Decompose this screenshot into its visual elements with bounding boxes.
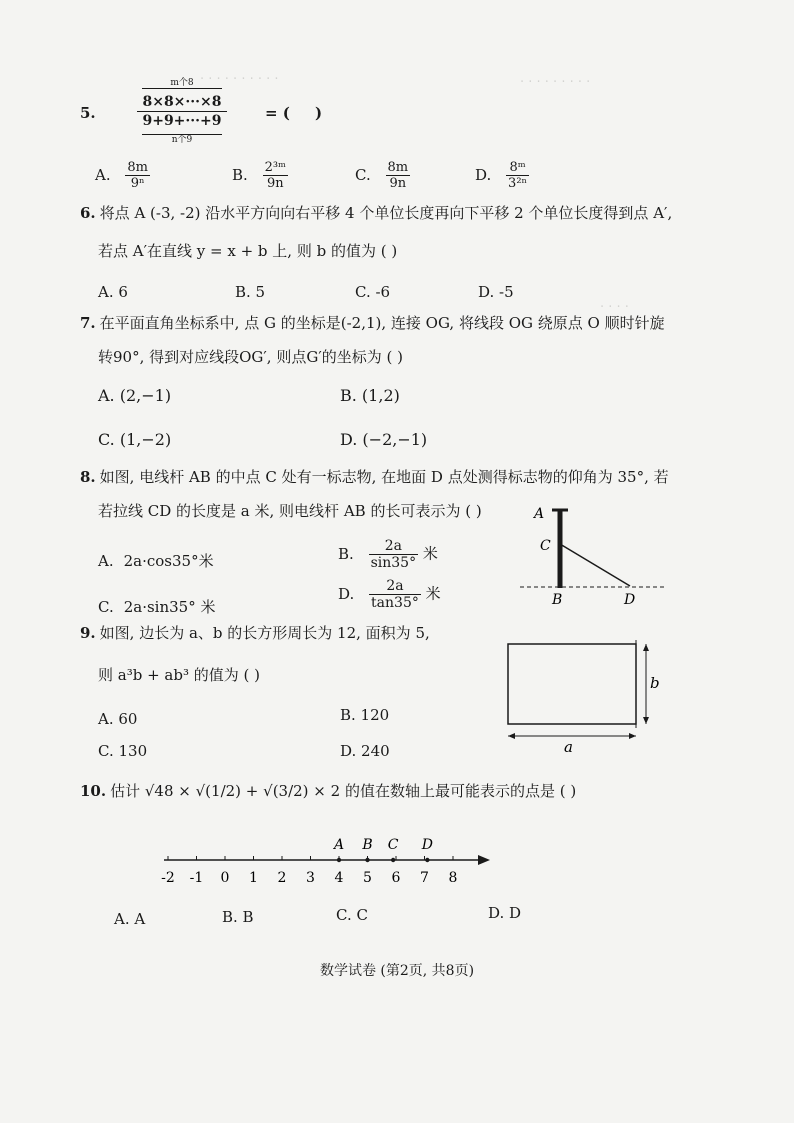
option-letter: A.: [98, 552, 114, 570]
question-text-line2: 转90°, 得到对应线段OG′, 则点G′的坐标为 ( ): [98, 348, 403, 366]
question-text-line1: 估计 √48 × √(1/2) + √(3/2) × 2 的值在数轴上最可能表示的点是 ( ): [110, 782, 577, 800]
close-paren: ): [315, 104, 323, 122]
axis-tick-label: -1: [189, 870, 204, 886]
axis-points: [332, 837, 433, 862]
option-letter: D.: [338, 584, 355, 603]
label-c: C: [540, 538, 551, 554]
option-letter: A.: [95, 165, 111, 184]
question-6: [80, 202, 672, 224]
question-number: 9.: [80, 624, 96, 642]
fraction: [263, 160, 288, 191]
fraction: [369, 538, 419, 571]
question-number: 8.: [80, 468, 96, 486]
fraction-numerator: 8m: [127, 160, 148, 175]
question-number: 7.: [80, 314, 96, 332]
q8-option-b[interactable]: [338, 538, 438, 571]
q8-option-a[interactable]: [98, 550, 214, 571]
axis-tick-label: 3: [306, 870, 315, 886]
option-letter: C.: [355, 165, 371, 184]
question-text-line1: 将点 A (-3, -2) 沿水平方向向右平移 4 个单位长度再向下平移 2 个单位长度得到点 A′,: [99, 204, 673, 222]
option-text: 2a·cos35°米: [123, 552, 214, 570]
fraction-numerator: 2a: [369, 578, 421, 595]
fraction-numerator: 8m: [387, 160, 409, 175]
axis-tick-label: 7: [420, 870, 429, 886]
axis-tick-label: 6: [391, 870, 401, 886]
option-letter: C.: [98, 598, 114, 616]
q9-option-d[interactable]: D. 240: [340, 742, 390, 760]
question-9: [80, 622, 430, 644]
q6-option-c[interactable]: C. -6: [355, 283, 391, 301]
option-unit: 米: [422, 544, 438, 563]
question-text-line1: 在平面直角坐标系中, 点 G 的坐标是(-2,1), 连接 OG, 将线段 OG 绕原点 O 顺时针旋: [99, 314, 665, 332]
question-number: 6.: [80, 204, 96, 222]
q10-option-d[interactable]: D. D: [488, 904, 522, 922]
axis-arrow: [478, 855, 490, 865]
fraction-numerator: 8ᵐ: [506, 160, 529, 176]
label-a: A: [534, 506, 545, 522]
axis-point-label: C: [387, 837, 399, 853]
denominator-expression: 9+9+···+9: [142, 113, 222, 129]
fraction: [386, 160, 411, 191]
fraction-denominator: 9ⁿ: [130, 176, 145, 191]
bleed-through-text: · · · · · · · · · ·: [200, 72, 279, 87]
question-text-line2: 则 a³b + ab³ 的值为 ( ): [98, 666, 260, 684]
q9-option-c[interactable]: C. 130: [98, 742, 148, 760]
question-text-line2: 若拉线 CD 的长度是 a 米, 则电线杆 AB 的长可表示为 ( ): [98, 502, 482, 520]
question-text-line1: 如图, 边长为 a、b 的长方形周长为 12, 面积为 5,: [99, 624, 430, 642]
q5-option-c[interactable]: [355, 160, 410, 191]
question-7: [80, 312, 665, 334]
q7-option-a[interactable]: A. (2,−1): [98, 386, 172, 405]
q10-option-b[interactable]: B. B: [222, 908, 254, 926]
bleed-through-text: · · · · · · · · ·: [520, 75, 591, 90]
q7-option-d[interactable]: D. (−2,−1): [340, 430, 428, 449]
fraction-denominator: 9n: [389, 176, 407, 191]
axis-tick-label: 4: [334, 870, 344, 886]
rectangle-figure: [500, 636, 670, 754]
fraction-denominator: 3²ⁿ: [508, 176, 528, 191]
q6-option-b[interactable]: B. 5: [235, 283, 266, 301]
q8-option-d[interactable]: [338, 578, 441, 611]
q10-option-c[interactable]: C. C: [336, 906, 368, 924]
q5-option-b[interactable]: [232, 160, 288, 191]
question-number: 10.: [80, 782, 107, 800]
axis-tick-label: 0: [220, 870, 230, 886]
q8-option-c[interactable]: [98, 596, 215, 617]
q9-option-a[interactable]: A. 60: [98, 710, 138, 728]
page-footer: 数学试卷 (第2页, 共8页): [319, 963, 475, 979]
axis-point-a: [337, 858, 341, 862]
bottom-count-label: n个9: [171, 135, 193, 145]
option-letter: B.: [232, 165, 248, 184]
fraction-denominator: sin35°: [370, 555, 417, 571]
arrow-head: [629, 733, 636, 739]
axis-tick-label: -2: [161, 870, 175, 886]
top-count-label: m个8: [170, 78, 194, 88]
axis-point-label: D: [421, 837, 433, 853]
q9-option-b[interactable]: B. 120: [340, 706, 390, 724]
bleed-through-text: · · · ·: [600, 300, 629, 315]
axis-point-c: [391, 858, 395, 862]
equals-paren: = (: [265, 104, 290, 122]
label-a: a: [564, 738, 573, 754]
q10-option-a[interactable]: A. A: [114, 910, 146, 928]
question-number: 5.: [80, 104, 96, 122]
number-line: [150, 830, 500, 890]
question-10: [80, 780, 576, 802]
numerator-expression: 8×8×···×8: [137, 93, 227, 112]
guy-wire-cd: [560, 544, 630, 586]
q5-option-a[interactable]: [95, 160, 150, 191]
question-9-line2: [98, 664, 260, 686]
q6-option-d[interactable]: D. -5: [478, 283, 514, 301]
axis-point-b: [365, 858, 369, 862]
question-8: [80, 466, 669, 488]
option-text: 2a·sin35° 米: [123, 598, 216, 616]
q5-option-d[interactable]: [475, 160, 529, 191]
q6-option-a[interactable]: A. 6: [98, 283, 128, 301]
q7-option-b[interactable]: B. (1,2): [340, 386, 400, 405]
label-b: b: [650, 674, 660, 692]
fraction-denominator: tan35°: [371, 595, 419, 611]
fraction-denominator: 9n: [266, 176, 284, 191]
axis-point-label: A: [333, 837, 345, 853]
fraction-numerator: 2a: [369, 538, 419, 555]
question-8-line2: [98, 500, 482, 522]
axis-tick-label: 8: [448, 870, 458, 886]
arrow-head: [508, 733, 515, 739]
pole-figure: [520, 500, 670, 610]
axis-tick-label: 2: [277, 870, 287, 886]
axis-point-d: [425, 858, 429, 862]
question-text-line2: 若点 A′在直线 y = x + b 上, 则 b 的值为 ( ): [98, 242, 398, 260]
question-text-line1: 如图, 电线杆 AB 的中点 C 处有一标志物, 在地面 D 点处测得标志物的仰角为 35°, 若: [99, 468, 669, 486]
label-d: D: [624, 592, 636, 608]
fraction: [125, 160, 150, 191]
axis-tick-label: 1: [249, 870, 258, 886]
fraction-numerator: 2³ᵐ: [264, 160, 287, 175]
option-letter: D.: [475, 165, 492, 184]
arrow-head: [643, 717, 649, 724]
fraction: [369, 578, 421, 611]
question-7-line2: [98, 346, 403, 368]
rectangle: [508, 644, 636, 724]
option-letter: B.: [338, 544, 354, 563]
arrow-head: [643, 644, 649, 651]
option-unit: 米: [425, 584, 441, 603]
q7-option-c[interactable]: C. (1,−2): [98, 430, 172, 449]
fraction: [506, 160, 529, 191]
label-b: B: [552, 592, 563, 608]
question-6-line2: [98, 240, 397, 262]
axis-point-label: B: [362, 837, 373, 853]
axis-tick-label: 5: [363, 870, 372, 886]
